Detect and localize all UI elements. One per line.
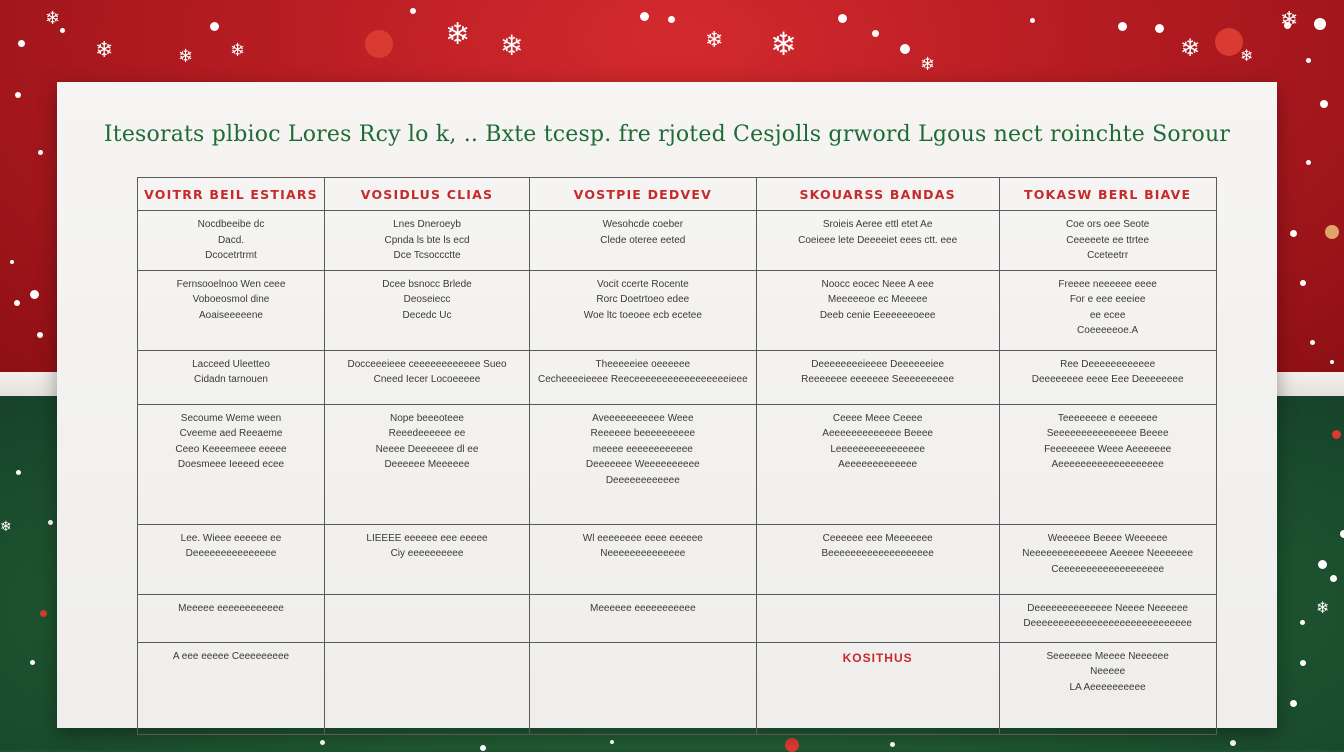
confetti-dot bbox=[16, 470, 21, 475]
cell-content bbox=[757, 211, 999, 254]
table-cell bbox=[325, 270, 530, 350]
cell-text: ee ecee bbox=[1089, 309, 1126, 321]
cell-content bbox=[757, 525, 999, 568]
cell-content bbox=[1000, 525, 1216, 584]
table-cell bbox=[999, 211, 1216, 271]
confetti-dot bbox=[1155, 24, 1164, 33]
cell-text: Cceteetrr bbox=[1087, 250, 1129, 261]
table-cell bbox=[325, 594, 530, 642]
cell-text: Cidadn tarnouen bbox=[194, 374, 268, 385]
cell-content bbox=[1000, 211, 1216, 270]
cell-text: Neeeeeeeeeeeeee Aeeeee Neeeeeee bbox=[1022, 548, 1193, 559]
snowflake-icon: ❄ bbox=[920, 54, 936, 75]
table-row bbox=[138, 270, 1217, 350]
table-cell bbox=[999, 642, 1216, 734]
snowflake-icon: ❄ bbox=[95, 38, 114, 63]
column-header: TOKASW BERL BIAVE bbox=[999, 178, 1216, 211]
table-cell bbox=[756, 270, 999, 350]
cell-text: Aeeeeeeeeeeeeeeeeeee bbox=[1051, 459, 1164, 470]
cell-text: Deeeeeeeeeeeeee Neeee Neeeeee bbox=[1027, 602, 1188, 614]
table-cell bbox=[999, 404, 1216, 524]
cell-text: Nocdbeeibe dc bbox=[197, 219, 265, 230]
confetti-dot bbox=[410, 8, 416, 14]
cell-text: Wl eeeeeeee eeee eeeeee bbox=[582, 532, 703, 544]
cell-text: Aeeeeeeeeeeeee bbox=[838, 459, 918, 470]
cell-text: Deeeeeeeeeeeeeeeeeeeeeeeeeeeee bbox=[1023, 618, 1192, 629]
table-cell bbox=[756, 350, 999, 404]
cell-text: Sroieis Aeree ettl etet Ae bbox=[822, 219, 933, 230]
cell-content bbox=[1000, 595, 1216, 638]
cell-text: Noocc eocec Neee A eee bbox=[821, 278, 934, 290]
cell-text: Deoseiecc bbox=[403, 294, 451, 305]
cell-text: Dacd. bbox=[217, 234, 245, 246]
cell-text: Woe ltc toeoee ecb ecetee bbox=[583, 309, 702, 321]
cell-text: Deeeeeeeeieeee Deeeeeeiee bbox=[811, 358, 945, 370]
confetti-dot bbox=[38, 150, 43, 155]
table-cell bbox=[756, 211, 999, 271]
cell-content bbox=[757, 351, 999, 394]
header-row bbox=[138, 178, 1217, 211]
cell-content bbox=[530, 525, 756, 568]
cell-content bbox=[138, 643, 324, 671]
table-cell bbox=[138, 642, 325, 734]
cell-text: Ciy eeeeeeeeee bbox=[390, 548, 464, 559]
confetti-dot bbox=[1314, 18, 1326, 30]
cell-text: Coe ors oee Seote bbox=[1065, 219, 1150, 230]
confetti-dot bbox=[14, 300, 20, 306]
cell-content bbox=[325, 595, 529, 604]
cell-text: Ree Deeeeeeeeeeee bbox=[1060, 358, 1156, 370]
confetti-dot bbox=[1340, 530, 1344, 538]
cell-text: Deeeeeeeeeeee bbox=[605, 474, 680, 486]
confetti-dot bbox=[1300, 620, 1305, 625]
cell-content bbox=[325, 525, 529, 568]
cell-text: For e eee eeeiee bbox=[1069, 294, 1146, 305]
cell-text: Weeeeee Beeee Weeeeee bbox=[1047, 532, 1168, 544]
table-cell bbox=[530, 211, 757, 271]
cell-text: Reeedeeeeee ee bbox=[388, 428, 466, 439]
cell-text: Neeeee bbox=[1090, 666, 1126, 677]
cell-content bbox=[530, 211, 756, 254]
cell-content bbox=[138, 271, 324, 330]
cell-text: Cneed Iecer Locoeeeee bbox=[373, 374, 481, 385]
table-row bbox=[138, 594, 1217, 642]
cell-content bbox=[325, 271, 529, 330]
confetti-dot bbox=[365, 30, 393, 58]
table-cell bbox=[138, 594, 325, 642]
cell-content bbox=[325, 405, 529, 479]
table-row bbox=[138, 404, 1217, 524]
cell-content bbox=[1000, 351, 1216, 394]
table-cell bbox=[756, 594, 999, 642]
cell-text: Wesohcde coeber bbox=[602, 219, 684, 230]
column-header: VOITRR BEIL ESTIARS bbox=[138, 178, 325, 211]
table-cell bbox=[530, 350, 757, 404]
cell-text: Voboeosmol dine bbox=[192, 294, 270, 305]
cell-text: Reeeeeee eeeeeee Seeeeeeeeee bbox=[801, 374, 955, 385]
cell-text: Deeeeeee Weeeeeeeeee bbox=[585, 459, 700, 470]
cell-content bbox=[138, 351, 324, 394]
confetti-dot bbox=[890, 742, 895, 747]
cell-text: LIEEEE eeeeee eee eeeee bbox=[366, 532, 488, 544]
confetti-dot bbox=[1325, 225, 1339, 239]
cell-text: Ceeeeeeeeeeeeeeeeeee bbox=[1051, 563, 1165, 575]
snowflake-icon: ❄ bbox=[1180, 34, 1201, 62]
confetti-dot bbox=[668, 16, 675, 23]
column-header: VOSTPIE DEDVEV bbox=[530, 178, 757, 211]
table-cell bbox=[138, 350, 325, 404]
confetti-dot bbox=[1320, 100, 1328, 108]
cell-text: Deeeeeeee eeee Eee Deeeeeeee bbox=[1031, 374, 1184, 385]
table-cell bbox=[325, 404, 530, 524]
confetti-dot bbox=[1300, 660, 1306, 666]
cell-text: Vocit ccerte Rocente bbox=[596, 278, 689, 290]
confetti-dot bbox=[1215, 28, 1243, 56]
cell-text: Neeee Deeeeeee dl ee bbox=[375, 443, 479, 455]
cell-text: Teeeeeeee e eeeeeee bbox=[1057, 412, 1158, 424]
cell-text: meeee eeeeeeeeeeee bbox=[592, 443, 693, 455]
snowflake-icon: ❄ bbox=[1280, 8, 1299, 33]
confetti-dot bbox=[1332, 430, 1341, 439]
confetti-dot bbox=[1330, 360, 1334, 364]
confetti-dot bbox=[900, 44, 910, 54]
cell-text: Leeeeeeeeeeeeeeee bbox=[830, 443, 925, 455]
table-cell bbox=[756, 524, 999, 594]
table-cell bbox=[999, 270, 1216, 350]
cell-text: Ceeeeee eee Meeeeeee bbox=[822, 532, 933, 544]
confetti-dot bbox=[48, 520, 53, 525]
cell-text: Lnes Dneroeyb bbox=[393, 219, 461, 230]
table-cell bbox=[138, 404, 325, 524]
confetti-dot bbox=[1230, 740, 1236, 746]
cell-text: Deeb cenie Eeeeeeeoeee bbox=[819, 309, 936, 321]
cell-content bbox=[138, 405, 324, 479]
cell-content bbox=[530, 351, 756, 394]
cell-content bbox=[757, 595, 999, 604]
table-cell bbox=[756, 642, 999, 734]
table-cell bbox=[325, 524, 530, 594]
cell-text: Meeeeeoe ec Meeeee bbox=[827, 294, 928, 305]
confetti-dot bbox=[872, 30, 879, 37]
confetti-dot bbox=[1310, 340, 1315, 345]
schedule-table bbox=[137, 177, 1217, 735]
column-header: SKOUARSS BANDAS bbox=[756, 178, 999, 211]
cell-text: Lacceed Uleetteo bbox=[192, 358, 270, 370]
cell-content bbox=[138, 595, 324, 623]
cell-content bbox=[1000, 271, 1216, 345]
confetti-dot bbox=[30, 660, 35, 665]
cell-content bbox=[757, 271, 999, 330]
confetti-dot bbox=[37, 332, 43, 338]
confetti-dot bbox=[60, 28, 65, 33]
confetti-dot bbox=[1300, 280, 1306, 286]
cell-text: Deeeeeeeeeeeeeee bbox=[185, 548, 277, 559]
cell-text: Fernsooelnoo Wen ceee bbox=[176, 278, 286, 290]
snowflake-icon: ❄ bbox=[705, 28, 724, 53]
table-cell bbox=[530, 404, 757, 524]
cell-text: Seeeeeee Meeee Neeeeee bbox=[1046, 650, 1169, 662]
confetti-dot bbox=[210, 22, 219, 31]
table-row bbox=[138, 642, 1217, 734]
confetti-dot bbox=[10, 260, 14, 264]
confetti-dot bbox=[320, 740, 325, 745]
cell-text: A eee eeeee Ceeeeeeeee bbox=[172, 650, 290, 662]
cell-text: Meeeee eeeeeeeeeeee bbox=[178, 602, 284, 614]
confetti-dot bbox=[30, 290, 39, 299]
table-cell bbox=[325, 211, 530, 271]
cell-text: Coeeeeeoe.A bbox=[1077, 325, 1139, 336]
table-cell bbox=[530, 594, 757, 642]
cell-text: Deeeeee Meeeeee bbox=[384, 459, 470, 470]
cell-text: Aoaiseeeeene bbox=[199, 309, 263, 321]
confetti-dot bbox=[1290, 700, 1297, 707]
confetti-dot bbox=[610, 740, 614, 744]
table-cell bbox=[999, 350, 1216, 404]
table-cell bbox=[530, 642, 757, 734]
snowflake-icon: ❄ bbox=[770, 25, 797, 63]
confetti-dot bbox=[1306, 58, 1311, 63]
table-row bbox=[138, 350, 1217, 404]
cell-content bbox=[757, 405, 999, 479]
cell-content bbox=[138, 211, 324, 270]
cell-content bbox=[138, 525, 324, 568]
confetti-dot bbox=[15, 92, 21, 98]
confetti-dot bbox=[640, 12, 649, 21]
table-cell bbox=[999, 524, 1216, 594]
table-cell bbox=[999, 594, 1216, 642]
confetti-dot bbox=[1290, 230, 1297, 237]
confetti-dot bbox=[1318, 560, 1327, 569]
sheet-title: Itesorats plbioc Lores Rcy lo k, .. Bxte tcesp. fre rjoted Cesjolls grword Lgous nect roinchte Sorour bbox=[103, 122, 1231, 147]
cell-text: Rorc Doetrtoeo edee bbox=[596, 294, 690, 305]
cell-content bbox=[1000, 405, 1216, 479]
cell-text: Dcee bsnocc Brlede bbox=[382, 278, 472, 290]
table-row bbox=[138, 211, 1217, 271]
cell-content bbox=[757, 643, 999, 673]
cell-text: Cecheeeeieeee Reeceeeeeeeeeeeeeeeeeieee bbox=[538, 374, 748, 385]
snowflake-icon: ❄ bbox=[45, 8, 61, 29]
cell-text: Theeeeeiee oeeeeee bbox=[595, 358, 691, 370]
cell-text: Meeeeee eeeeeeeeeee bbox=[589, 602, 696, 614]
snowflake-icon: ❄ bbox=[500, 29, 524, 62]
snowflake-icon: ❄ bbox=[0, 519, 12, 535]
cell-text: Ceeee Meee Ceeee bbox=[832, 412, 923, 424]
column-header: VOSIDLUS CLIAS bbox=[325, 178, 530, 211]
cell-text: LA Aeeeeeeeeee bbox=[1069, 681, 1146, 693]
cell-text: Secoume Weme ween bbox=[180, 412, 282, 424]
confetti-dot bbox=[1306, 160, 1311, 165]
cell-content bbox=[530, 271, 756, 330]
table-cell bbox=[530, 270, 757, 350]
cell-text: Ceeo Keeeemeee eeeee bbox=[175, 443, 287, 455]
cell-content bbox=[530, 595, 756, 623]
table-cell bbox=[138, 270, 325, 350]
confetti-dot bbox=[18, 40, 25, 47]
cell-text: Beeeeeeeeeeeeeeeeeee bbox=[821, 548, 934, 559]
cell-content bbox=[530, 405, 756, 495]
cell-text: Nope beeeoteee bbox=[390, 412, 464, 424]
confetti-dot bbox=[1118, 22, 1127, 31]
snowflake-icon: ❄ bbox=[445, 17, 471, 52]
table-cell bbox=[138, 524, 325, 594]
confetti-dot bbox=[838, 14, 847, 23]
schedule-sheet bbox=[57, 82, 1277, 728]
table-row bbox=[138, 524, 1217, 594]
cell-text: Freeee neeeeee eeee bbox=[1058, 278, 1157, 290]
cell-content bbox=[1000, 643, 1216, 702]
cell-text: Aeeeeeeeeeeeee Beeee bbox=[822, 428, 933, 439]
confetti-dot bbox=[1330, 575, 1337, 582]
confetti-dot bbox=[1030, 18, 1035, 23]
table-cell bbox=[138, 211, 325, 271]
confetti-dot bbox=[480, 745, 486, 751]
snowflake-icon: ❄ bbox=[230, 40, 246, 61]
cell-content bbox=[530, 643, 756, 652]
snowflake-icon: ❄ bbox=[1240, 46, 1254, 65]
cell-content bbox=[325, 643, 529, 652]
table-body bbox=[138, 211, 1217, 735]
confetti-dot bbox=[40, 610, 47, 617]
table-cell bbox=[325, 350, 530, 404]
cell-text: Cveeme aed Reeaeme bbox=[179, 428, 283, 439]
cell-content bbox=[325, 351, 529, 394]
cell-text: Feeeeeeee Weee Aeeeeeee bbox=[1044, 443, 1172, 455]
cell-text: Coeieee lete Deeeeiet eees ctt. eee bbox=[798, 234, 958, 246]
cell-text: Doesmeee Ieeeed ecee bbox=[177, 459, 285, 470]
cell-text: Docceeeieee ceeeeeeeeeeee Sueo bbox=[347, 358, 507, 370]
cell-text: Dcocetrtrmt bbox=[205, 250, 257, 261]
cell-text: Neeeeeeeeeeeeee bbox=[600, 548, 686, 559]
cell-text: Cpnda ls bte ls ecd bbox=[384, 234, 470, 246]
cell-text: Clede oteree eeted bbox=[600, 234, 686, 246]
cell-text: Ceeeeete ee ttrtee bbox=[1066, 234, 1150, 246]
cell-text: Aveeeeeeeeeee Weee bbox=[592, 412, 694, 424]
cell-text: Decedc Uc bbox=[402, 309, 452, 321]
cell-text: Reeeeee beeeeeeeeee bbox=[590, 428, 696, 439]
table-cell bbox=[756, 404, 999, 524]
cell-text: KOSITHUS bbox=[842, 650, 913, 665]
cell-text: Lee. Wieee eeeeee ee bbox=[180, 532, 282, 544]
snowflake-icon: ❄ bbox=[1316, 598, 1330, 617]
snowflake-icon: ❄ bbox=[178, 46, 194, 67]
table-cell bbox=[530, 524, 757, 594]
cell-text: Dce Tcsoccctte bbox=[393, 250, 461, 261]
cell-text: Seeeeeeeeeeeeeee Beeee bbox=[1046, 428, 1169, 439]
table-cell bbox=[325, 642, 530, 734]
cell-content bbox=[325, 211, 529, 270]
